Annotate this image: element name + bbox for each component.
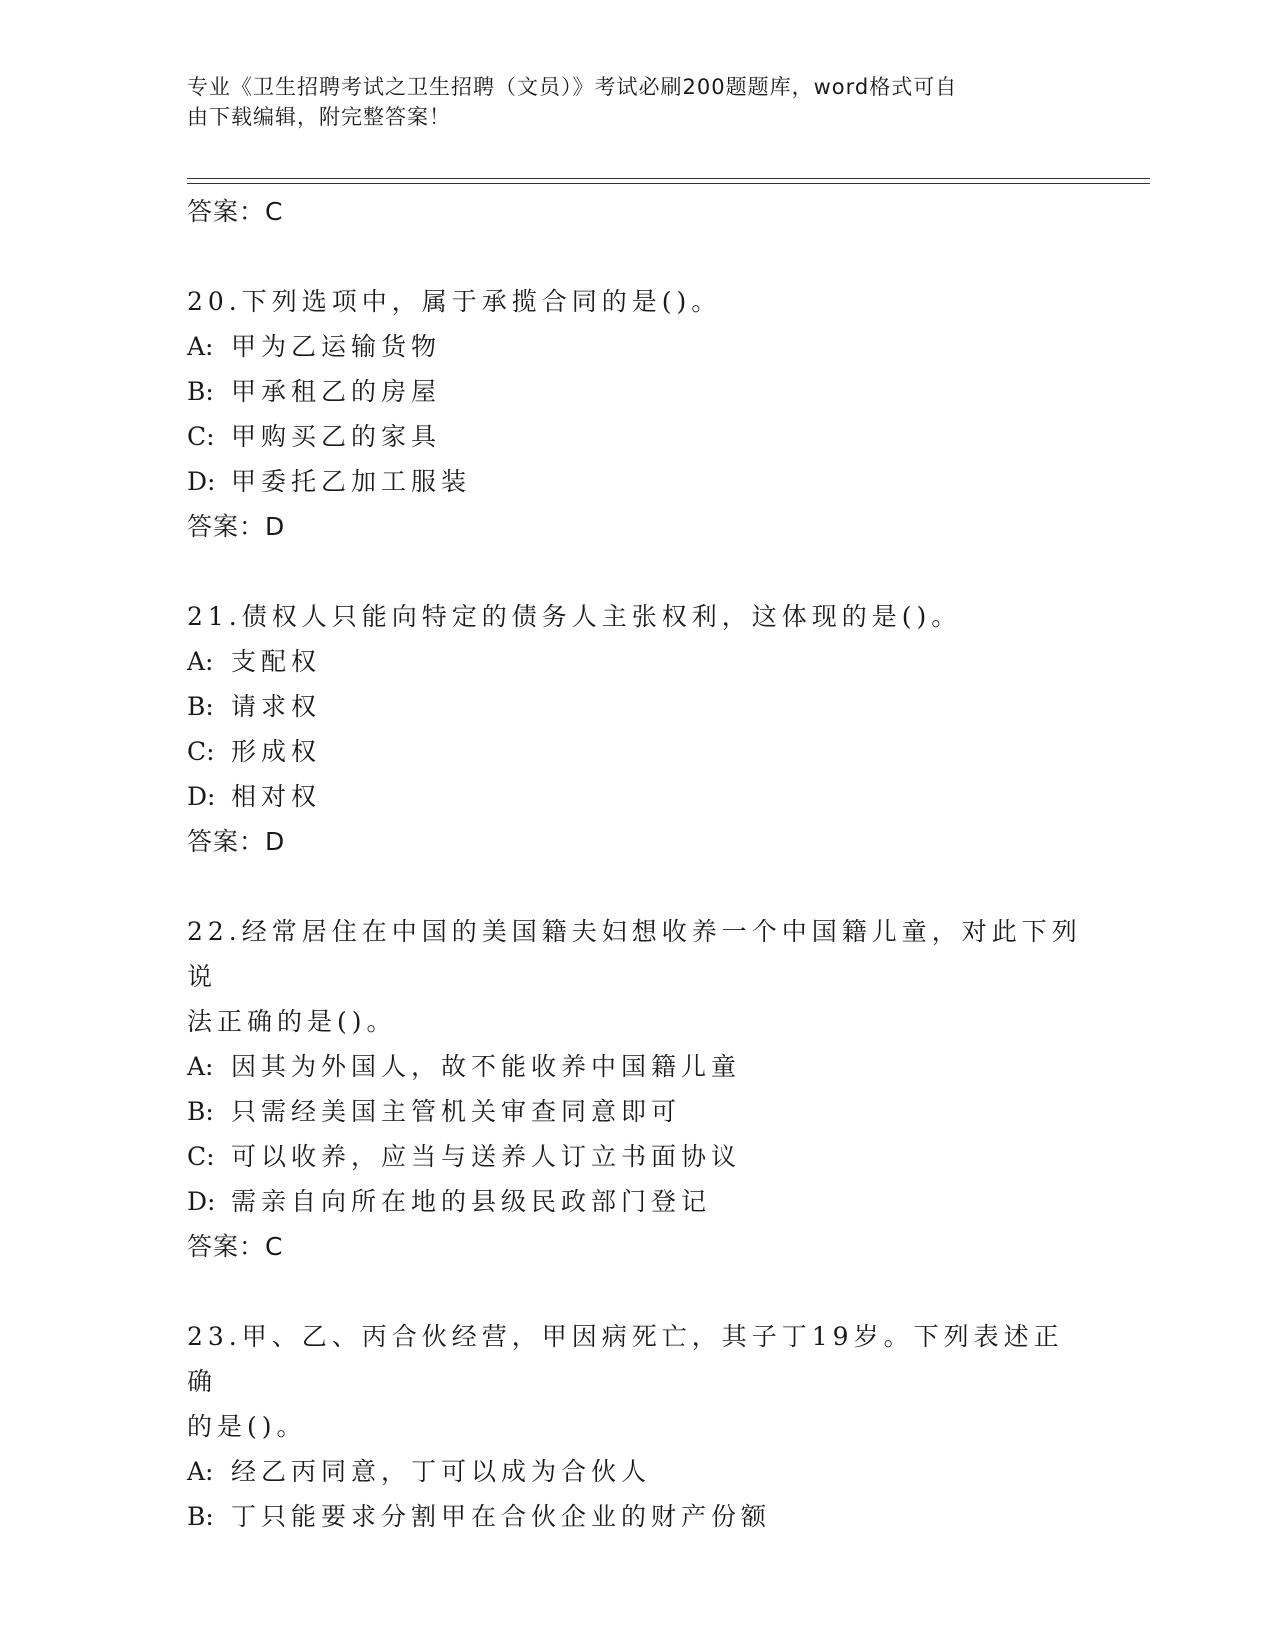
question-item	[187, 279, 1087, 549]
option-text: 甲为乙运输货物	[231, 332, 442, 361]
option-b	[187, 1494, 1087, 1539]
header-rule	[187, 183, 1150, 184]
option-text: 甲委托乙加工服装	[231, 467, 472, 496]
option-a	[187, 1449, 1087, 1494]
option-text: 形成权	[231, 737, 322, 766]
option-key: C:	[187, 737, 215, 766]
question-stem: 21.债权人只能向特定的债务人主张权利，这体现的是()。	[187, 602, 962, 631]
option-key: A:	[187, 1052, 214, 1081]
option-text: 相对权	[231, 782, 322, 811]
question-stem: 20.下列选项中，属于承揽合同的是()。	[187, 287, 722, 316]
option-key: A:	[187, 647, 214, 676]
option-key: B:	[187, 1097, 214, 1126]
option-key: B:	[187, 1502, 214, 1531]
option-key: A:	[187, 332, 214, 361]
option-key: C:	[187, 422, 215, 451]
option-key: D:	[187, 467, 216, 496]
option-text: 只需经美国主管机关审查同意即可	[231, 1097, 682, 1126]
option-a	[187, 324, 1087, 369]
option-text: 支配权	[231, 647, 322, 676]
option-b	[187, 684, 1087, 729]
option-text: 因其为外国人，故不能收养中国籍儿童	[231, 1052, 742, 1081]
option-d	[187, 1179, 1087, 1224]
header-line-1: 专业《卫生招聘考试之卫生招聘（文员）》考试必刷200题题库，word格式可自	[187, 75, 958, 99]
option-key: B:	[187, 377, 214, 406]
option-b	[187, 1089, 1087, 1134]
option-text: 可以收养，应当与送养人订立书面协议	[231, 1142, 742, 1171]
option-text: 需亲自向所在地的县级民政部门登记	[231, 1187, 712, 1216]
header-rule	[187, 178, 1150, 179]
option-key: A:	[187, 1457, 214, 1486]
question-stem: 23.甲、乙、丙合伙经营，甲因病死亡，其子丁19岁。下列表述正确 的是()。	[187, 1322, 1064, 1441]
option-c	[187, 1134, 1087, 1179]
option-key: B:	[187, 692, 214, 721]
previous-answer: 答案：C	[187, 197, 284, 226]
option-c	[187, 414, 1087, 459]
question-list	[187, 189, 1087, 1539]
option-a	[187, 639, 1087, 684]
option-d	[187, 774, 1087, 819]
option-key: D:	[187, 782, 216, 811]
option-text: 丁只能要求分割甲在合伙企业的财产份额	[231, 1502, 772, 1531]
document-header	[187, 72, 1067, 132]
option-text: 甲购买乙的家具	[231, 422, 442, 451]
answer-line: 答案：D	[187, 512, 286, 541]
question-item	[187, 594, 1087, 864]
option-b	[187, 369, 1087, 414]
answer-line: 答案：D	[187, 827, 286, 856]
option-key: D:	[187, 1187, 216, 1216]
option-a	[187, 1044, 1087, 1089]
option-d	[187, 459, 1087, 504]
question-item	[187, 909, 1087, 1269]
question-stem: 22.经常居住在中国的美国籍夫妇想收养一个中国籍儿童，对此下列说 法正确的是()。	[187, 917, 1082, 1036]
option-text: 甲承租乙的房屋	[231, 377, 442, 406]
header-line-2: 由下载编辑，附完整答案！	[187, 105, 451, 129]
option-key: C:	[187, 1142, 215, 1171]
option-c	[187, 729, 1087, 774]
option-text: 经乙丙同意，丁可以成为合伙人	[231, 1457, 652, 1486]
option-text: 请求权	[231, 692, 322, 721]
answer-line: 答案：C	[187, 1232, 284, 1261]
question-item	[187, 1314, 1087, 1539]
